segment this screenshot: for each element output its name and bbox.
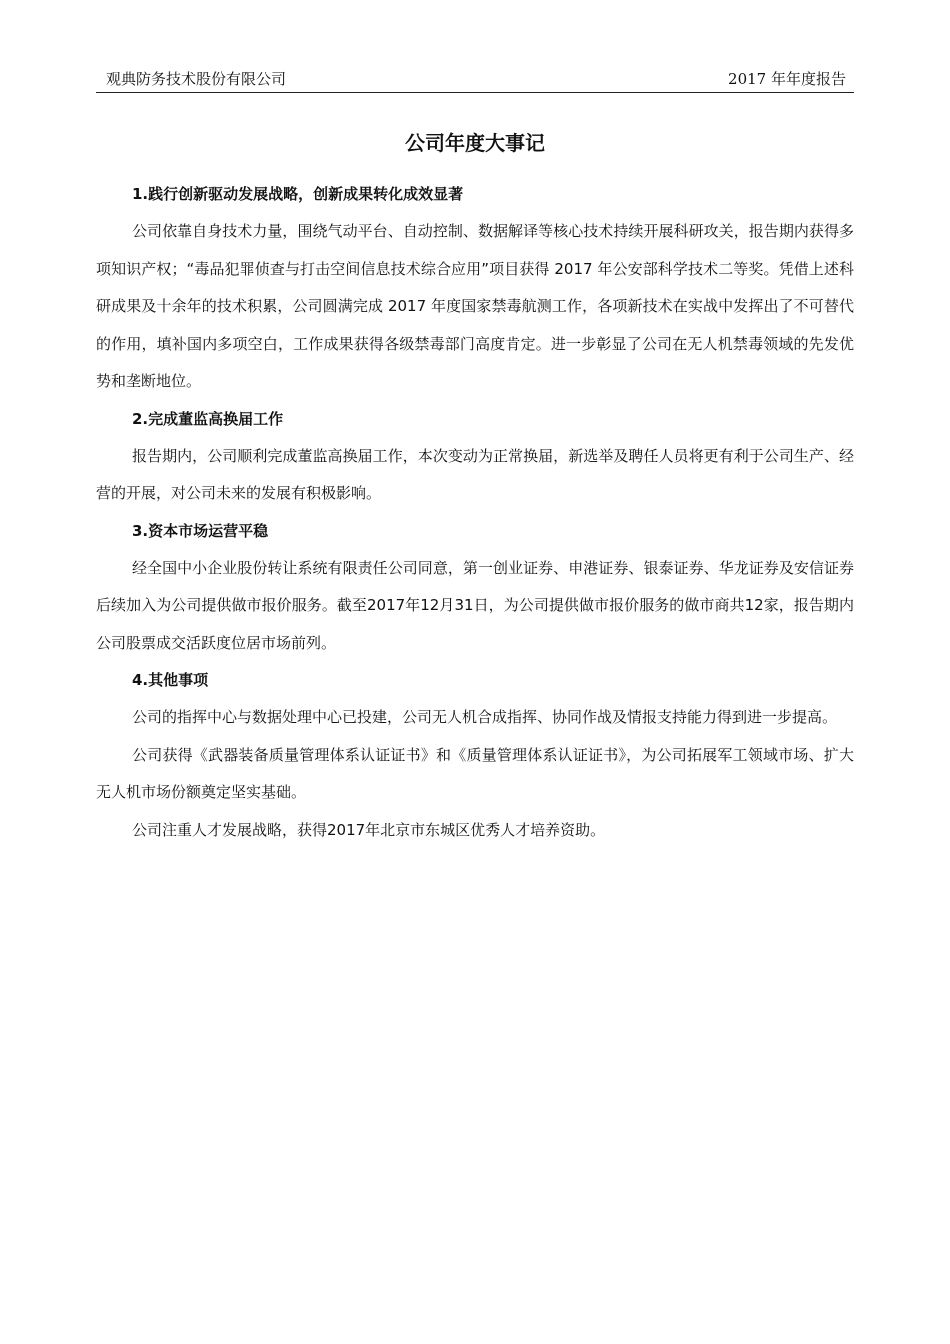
paragraph: 公司注重人才发展战略，获得2017年北京市东城区优秀人才培养资助。 [132,820,606,839]
paragraph: 公司依靠自身技术力量，围绕气动平台、自动控制、数据解译等核心技术持续开展科研攻关，报告期内获得多项知识产权；“毒品犯罪侦查与打击空间信息技术综合应用”项目获得 2017 年公安部科学技术二等奖。凭借上述科研成果及十余年的技术积累，公司圆满完成 2017 年度国家禁毒航测工作，各项新技术在实战中发挥出了不可替代的作用，填补国内多项空白，工作成果获得各级禁毒部门高度肯定。进一步彰显了公司在无人机禁毒领域的先发优势和垄断地位。 [96,222,854,390]
section-other-matters [96,662,854,849]
paragraph: 公司获得《武器装备质量管理体系认证证书》和《质量管理体系认证证书》，为公司拓展军工领域市场、扩大无人机市场份额奠定坚实基础。 [96,745,854,801]
paragraph: 公司的指挥中心与数据处理中心已投建，公司无人机合成指挥、协同作战及情报支持能力得到进一步提高。 [132,708,838,726]
section-heading: 4.其他事项 [132,671,209,689]
section-heading: 1.践行创新驱动发展战略，创新成果转化成效显著 [132,185,464,203]
paragraph: 经全国中小企业股份转让系统有限责任公司同意，第一创业证券、申港证券、银泰证券、华龙证券及安信证券后续加入为公司提供做市报价服务。截至2017年12月31日，为公司提供做市报价服务的做市商共12家，报告期内公司股票成交活跃度位居市场前列。 [96,558,854,652]
header-company-name: 观典防务技术股份有限公司 [106,70,287,88]
section-board-election [96,401,854,513]
section-heading: 3.资本市场运营平稳 [132,521,269,540]
paragraph: 报告期内，公司顺利完成董监高换届工作，本次变动为正常换届，新选举及聘任人员将更有利于公司生产、经营的开展，对公司未来的发展有积极影响。 [96,446,854,502]
section-capital-market [96,513,854,663]
document-body [96,176,854,849]
page-title: 公司年度大事记 [405,131,545,155]
section-heading: 2.完成董监高换届工作 [132,409,284,428]
header-report-title: 2017 年年度报告 [728,70,846,88]
section-innovation [96,176,854,401]
page-header [96,66,854,93]
